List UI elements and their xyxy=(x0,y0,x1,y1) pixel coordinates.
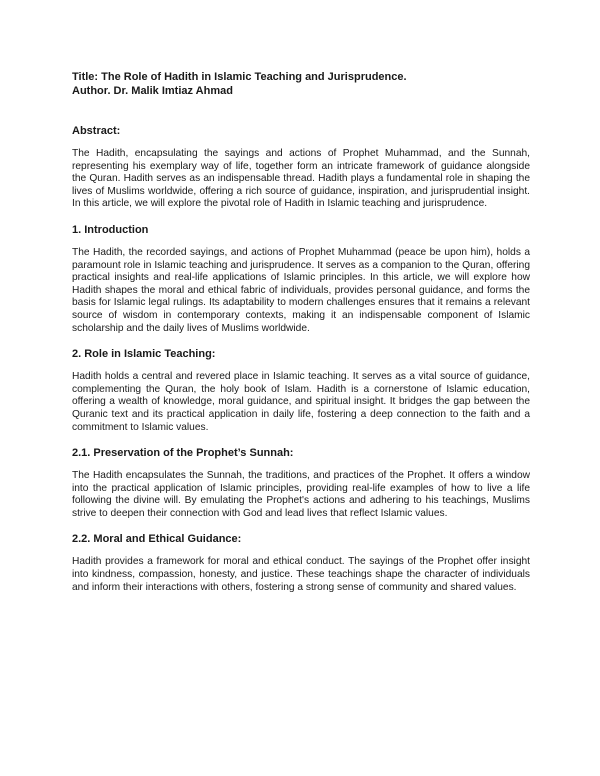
abstract-text: The Hadith, encapsulating the sayings and actions of Prophet Muhammad, and the Sunnah, representing his exemplary way of life, together form an intricate framework of guidance alongside the Quran. Hadith serves as an indispensable thread. Hadith plays a fundamental role in shaping the lives of Muslims worldwide, offering a rich source of guidance, inspiration, and jurisprudential insight. In this article, we will explore the pivotal role of Hadith in Islamic teaching and jurisprudence. xyxy=(72,148,530,210)
section-introduction-heading: 1. Introduction xyxy=(72,223,149,236)
section-introduction-text: The Hadith, the recorded sayings, and actions of Prophet Muhammad (peace be upon him), holds a paramount role in Islamic teaching and jurisprudence. It serves as a companion to the Quran, offering practical insights and real-life applications of Islamic principles. In this article, we will explore how Hadith shapes the moral and ethical fabric of individuals, provides personal guidance, and forms the basis for Islamic legal rulings. Its adaptability to modern challenges ensures that it remains a relevant source of wisdom in contemporary contexts, making it an indispensable component of Islamic scholarship and the daily lives of Muslims worldwide. xyxy=(72,246,530,334)
document-author: Author. Dr. Malik Imtiaz Ahmad xyxy=(72,85,233,97)
section-role-text: Hadith holds a central and revered place in Islamic teaching. It serves as a vital source of guidance, complementing the Quran, the holy book of Islam. Hadith is a cornerstone of Islamic education, offering a wealth of knowledge, moral guidance, and spiritual insight. It bridges the gap between the Quranic text and its practical application in daily life, fostering a deep connection to the faith and a commitment to Islamic values. xyxy=(72,371,530,433)
abstract-heading: Abstract: xyxy=(72,125,121,137)
document-page xyxy=(72,70,530,594)
section-moral-text: Hadith provides a framework for moral and ethical conduct. The sayings of the Prophet offer insight into kindness, compassion, honesty, and justice. These teachings shape the character of individuals and inform their interactions with others, fostering a strong sense of community and shared values. xyxy=(72,556,530,593)
section-moral-heading: 2.2. Moral and Ethical Guidance: xyxy=(72,533,242,546)
document-title: Title: The Role of Hadith in Islamic Teaching and Jurisprudence. xyxy=(72,71,407,83)
section-role-heading: 2. Role in Islamic Teaching: xyxy=(72,348,216,361)
section-preservation-heading: 2.1. Preservation of the Prophet’s Sunnah: xyxy=(72,447,294,460)
section-preservation-text: The Hadith encapsulates the Sunnah, the traditions, and practices of the Prophet. It offers a window into the practical application of Islamic principles, providing real-life examples of how to live a life following the divine will. By emulating the Prophet's actions and adhering to his teachings, Muslims strive to deepen their connection with God and lead lives that reflect Islamic values. xyxy=(72,470,530,519)
